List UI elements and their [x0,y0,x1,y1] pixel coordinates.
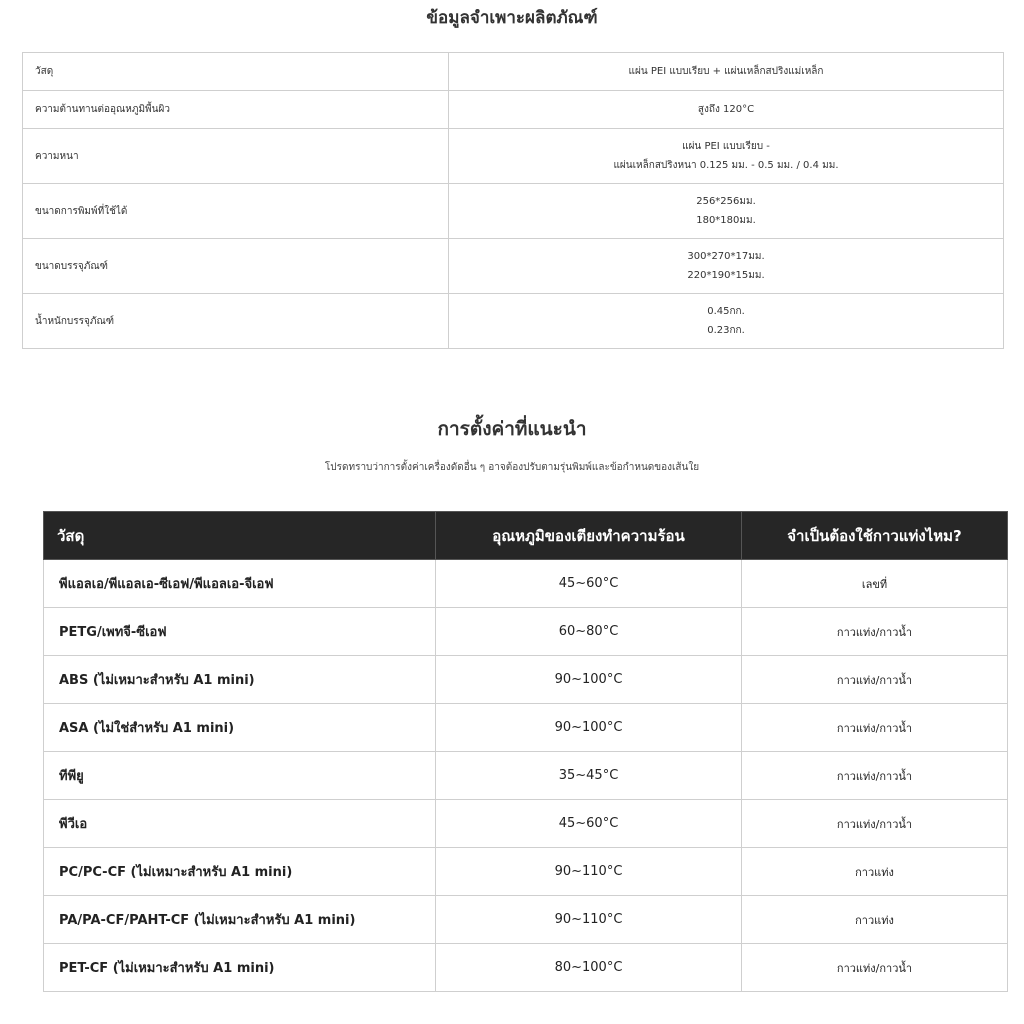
spec-value [449,91,1004,129]
glue-cell: กาวแท่ง/กาวน้ำ [742,944,1008,992]
table-row [44,800,1008,848]
spec-value-line: แผ่น PEI แบบเรียบ + แผ่นเหล็กสปริงแม่เหล็ก [628,66,824,77]
spec-label: ความต้านทานต่ออุณหภูมิพื้นผิว [23,91,449,129]
spec-value-line: แผ่น PEI แบบเรียบ - [682,141,770,152]
spec-row-thickness [23,129,1004,184]
material-cell: PA/PA-CF/PAHT-CF (ไม่เหมาะสำหรับ A1 mini) [44,896,436,944]
spec-value-line: 256*256มม. [696,196,756,207]
glue-cell: กาวแท่ง [742,848,1008,896]
table-row [44,608,1008,656]
spec-value [449,184,1004,239]
spec-value-line: 180*180มม. [696,215,756,226]
spec-row-material [23,53,1004,91]
glue-cell: กาวแท่ง [742,896,1008,944]
spec-value-line: 220*190*15มม. [687,270,765,281]
material-cell: PET-CF (ไม่เหมาะสำหรับ A1 mini) [44,944,436,992]
settings-table [43,511,1008,992]
spec-value-line: สูงถึง 120°C [697,104,755,115]
spec-value [449,129,1004,184]
settings-header-row [44,512,1008,560]
table-row [44,752,1008,800]
settings-subtitle: โปรดทราบว่าการตั้งค่าเครื่องดัดอื่น ๆ อาจต้องปรับตามรุ่นพิมพ์และข้อกำหนดของเส้นใย [324,462,700,473]
temperature-cell: 45~60°C [436,800,742,848]
material-cell: ทีพียู [44,752,436,800]
spec-label: ขนาดบรรจุภัณฑ์ [23,239,449,294]
temperature-cell: 90~100°C [436,656,742,704]
spec-row-package-size [23,239,1004,294]
header-material: วัสดุ [44,512,436,560]
header-glue: จำเป็นต้องใช้กาวแท่งไหม? [742,512,1008,560]
spec-value-line: 300*270*17มม. [687,251,765,262]
material-cell: ABS (ไม่เหมาะสำหรับ A1 mini) [44,656,436,704]
material-cell: PC/PC-CF (ไม่เหมาะสำหรับ A1 mini) [44,848,436,896]
table-row [44,896,1008,944]
table-row [44,560,1008,608]
spec-label: ความหนา [23,129,449,184]
material-cell: PETG/เพทจี-ซีเอฟ [44,608,436,656]
glue-cell: กาวแท่ง/กาวน้ำ [742,752,1008,800]
table-row [44,704,1008,752]
temperature-cell: 60~80°C [436,608,742,656]
glue-cell: กาวแท่ง/กาวน้ำ [742,704,1008,752]
material-cell: ASA (ไม่ใช่สำหรับ A1 mini) [44,704,436,752]
glue-cell: กาวแท่ง/กาวน้ำ [742,608,1008,656]
glue-cell: กาวแท่ง/กาวน้ำ [742,800,1008,848]
spec-row-temperature [23,91,1004,129]
spec-label: ขนาดการพิมพ์ที่ใช้ได้ [23,184,449,239]
material-cell: พีวีเอ [44,800,436,848]
spec-value-line: แผ่นเหล็กสปริงหนา 0.125 มม. - 0.5 มม. / 0.4 มม. [613,160,839,171]
temperature-cell: 90~110°C [436,896,742,944]
settings-title: การตั้งค่าที่แนะนำ [437,418,587,440]
spec-value [449,53,1004,91]
temperature-cell: 90~110°C [436,848,742,896]
spec-row-print-size [23,184,1004,239]
temperature-cell: 90~100°C [436,704,742,752]
temperature-cell: 80~100°C [436,944,742,992]
spec-title: ข้อมูลจำเพาะผลิตภัณฑ์ [426,8,598,28]
material-cell: พีแอลเอ/พีแอลเอ-ซีเอฟ/พีแอลเอ-จีเอฟ [44,560,436,608]
table-row [44,848,1008,896]
spec-value-line: 0.45กก. [707,306,745,317]
glue-cell: กาวแท่ง/กาวน้ำ [742,656,1008,704]
temperature-cell: 35~45°C [436,752,742,800]
spec-value-line: 0.23กก. [707,325,745,336]
temperature-cell: 45~60°C [436,560,742,608]
header-bed-temperature: อุณหภูมิของเตียงทำความร้อน [436,512,742,560]
spec-value [449,294,1004,349]
glue-cell: เลขที่ [742,560,1008,608]
spec-table [22,52,1004,349]
table-row [44,944,1008,992]
spec-value [449,239,1004,294]
spec-label: น้ำหนักบรรจุภัณฑ์ [23,294,449,349]
spec-label: วัสดุ [23,53,449,91]
spec-row-package-weight [23,294,1004,349]
table-row [44,656,1008,704]
